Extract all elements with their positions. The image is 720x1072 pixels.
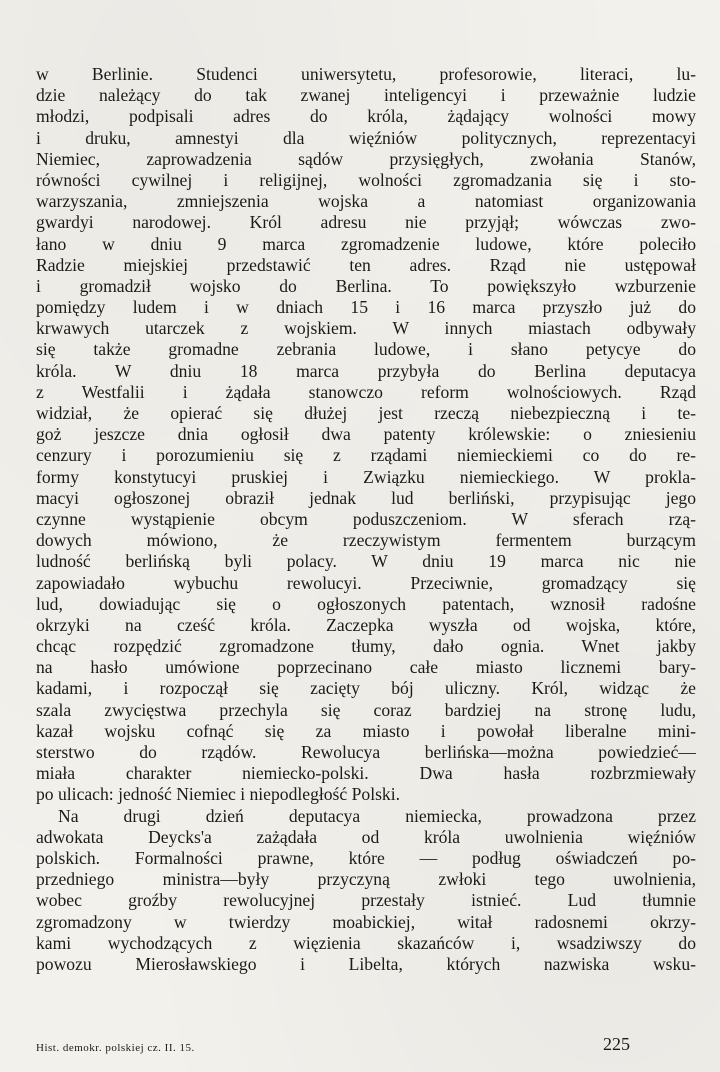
text-line: kazał wojsku cofnąć się za miasto i powołał liberalne mini- (36, 720, 696, 741)
text-line: warzyszania, zmniejszenia wojska a natomiast organizowania (36, 191, 696, 212)
text-line: z Westfalii i żądała stanowczo reform wolnościowych. Rząd (36, 381, 696, 402)
text-line: wobec groźby rewolucyjnej przestały istnieć. Lud tłumnie (36, 890, 696, 911)
text-line: krwawych utarczek z wojskiem. W innych miastach odbywały (36, 318, 696, 339)
text-line: Na drugi dzień deputacya niemiecka, prowadzona przez (58, 805, 696, 826)
text-line: okrzyki na cześć króla. Zaczepka wyszła od wojska, które, (36, 614, 696, 635)
text-line: macyi ogłoszonej obraził jednak lud berliński, przypisując jego (36, 487, 696, 508)
text-line: w Berlinie. Studenci uniwersytetu, profesorowie, literaci, lu- (36, 64, 696, 84)
text-line: powozu Mierosławskiego i Libelta, których nazwiska wsku- (36, 953, 696, 974)
text-line: lud, dowiadując się o ogłoszonych patentach, wznosił radośne (36, 593, 696, 614)
text-line: ludność berlińską byli polacy. W dniu 19 marca nic nie (36, 551, 696, 572)
text-line: formy konstytucyi pruskiej i Związku niemieckiego. W prokla- (36, 466, 696, 487)
text-line: kadami, i rozpoczął się zacięty bój uliczny. Król, widząc że (36, 678, 696, 699)
text-line: sterstwo do rządów. Rewolucya berlińska—można powiedzieć— (36, 742, 696, 762)
text-line: kami wychodzących z więzienia skazańców i, wsadziwszy do (36, 932, 696, 953)
text-line: gwardyi narodowej. Król adresu nie przyjął; wówczas zwo- (36, 212, 696, 233)
text-line: Radzie miejskiej przedstawić ten adres. Rząd nie ustępował (36, 254, 696, 275)
text-line: łano w dniu 9 marca zgromadzenie ludowe, które poleciło (36, 233, 696, 254)
text-line: na hasło umówione poprzecinano całe miasto licznemi bary- (36, 657, 696, 678)
text-line: i druku, amnestyi dla więźniów politycznych, reprezentacyi (36, 127, 696, 148)
text-line: zapowiadało wybuchu rewolucyi. Przeciwnie, gromadzący się (36, 572, 696, 593)
signature-footnote: Hist. demokr. polskiej cz. II. 15. (36, 1042, 195, 1054)
text-line: i gromadził wojsko do Berlina. To powiększyło wzburzenie (36, 275, 696, 296)
text-line: goż jeszcze dnia ogłosił dwa patenty królewskie: o zniesieniu (36, 424, 696, 445)
text-line: widział, że opierać się dłużej jest rzeczą niebezpieczną i te- (36, 403, 696, 423)
text-line: po ulicach: jedność Niemiec i niepodległość Polski. (36, 784, 401, 805)
text-line: dzie należący do tak zwanej inteligencyi i przeważnie ludzie (36, 85, 696, 106)
text-line: cenzury i porozumieniu się z rządami niemieckiemi co do re- (36, 445, 696, 466)
text-line: chcąc rozpędzić zgromadzone tłumy, dało ognia. Wnet jakby (36, 636, 696, 657)
text-line: pomiędzy ludem i w dniach 15 i 16 marca przyszło już do (36, 297, 696, 318)
text-line: młodzi, podpisali adres do króla, żądający wolności mowy (36, 106, 696, 127)
text-line: Niemiec, zaprowadzenia sądów przysięgłych, zwołania Stanów, (36, 148, 696, 169)
text-line: równości cywilnej i religijnej, wolności zgromadzania się i sto- (36, 169, 696, 190)
text-line: adwokata Deycks'a zażądała od króla uwolnienia więźniów (36, 826, 696, 847)
text-line: miała charakter niemiecko-polski. Dwa hasła rozbrzmiewały (36, 763, 696, 784)
text-line: czynne wystąpienie obcym poduszczeniom. W sferach rzą- (36, 508, 696, 529)
body-text (36, 64, 696, 975)
text-line: polskich. Formalności prawne, które — podług oświadczeń po- (36, 847, 696, 868)
text-line: szala zwycięstwa przechyla się coraz bardziej na stronę ludu, (36, 699, 696, 720)
text-line: przedniego ministra—były przyczyną zwłoki tego uwolnienia, (36, 869, 696, 890)
text-line: króla. W dniu 18 marca przybyła do Berlina deputacya (36, 360, 696, 381)
text-line: zgromadzony w twierdzy moabickiej, witał radosnemi okrzy- (36, 911, 696, 932)
text-line: dowych mówiono, że rzeczywistym fermentem burzącym (36, 530, 696, 551)
text-line: się także gromadne zebrania ludowe, i słano petycye do (36, 339, 696, 360)
page-number: 225 (603, 1034, 630, 1054)
page-footer (36, 1034, 630, 1058)
